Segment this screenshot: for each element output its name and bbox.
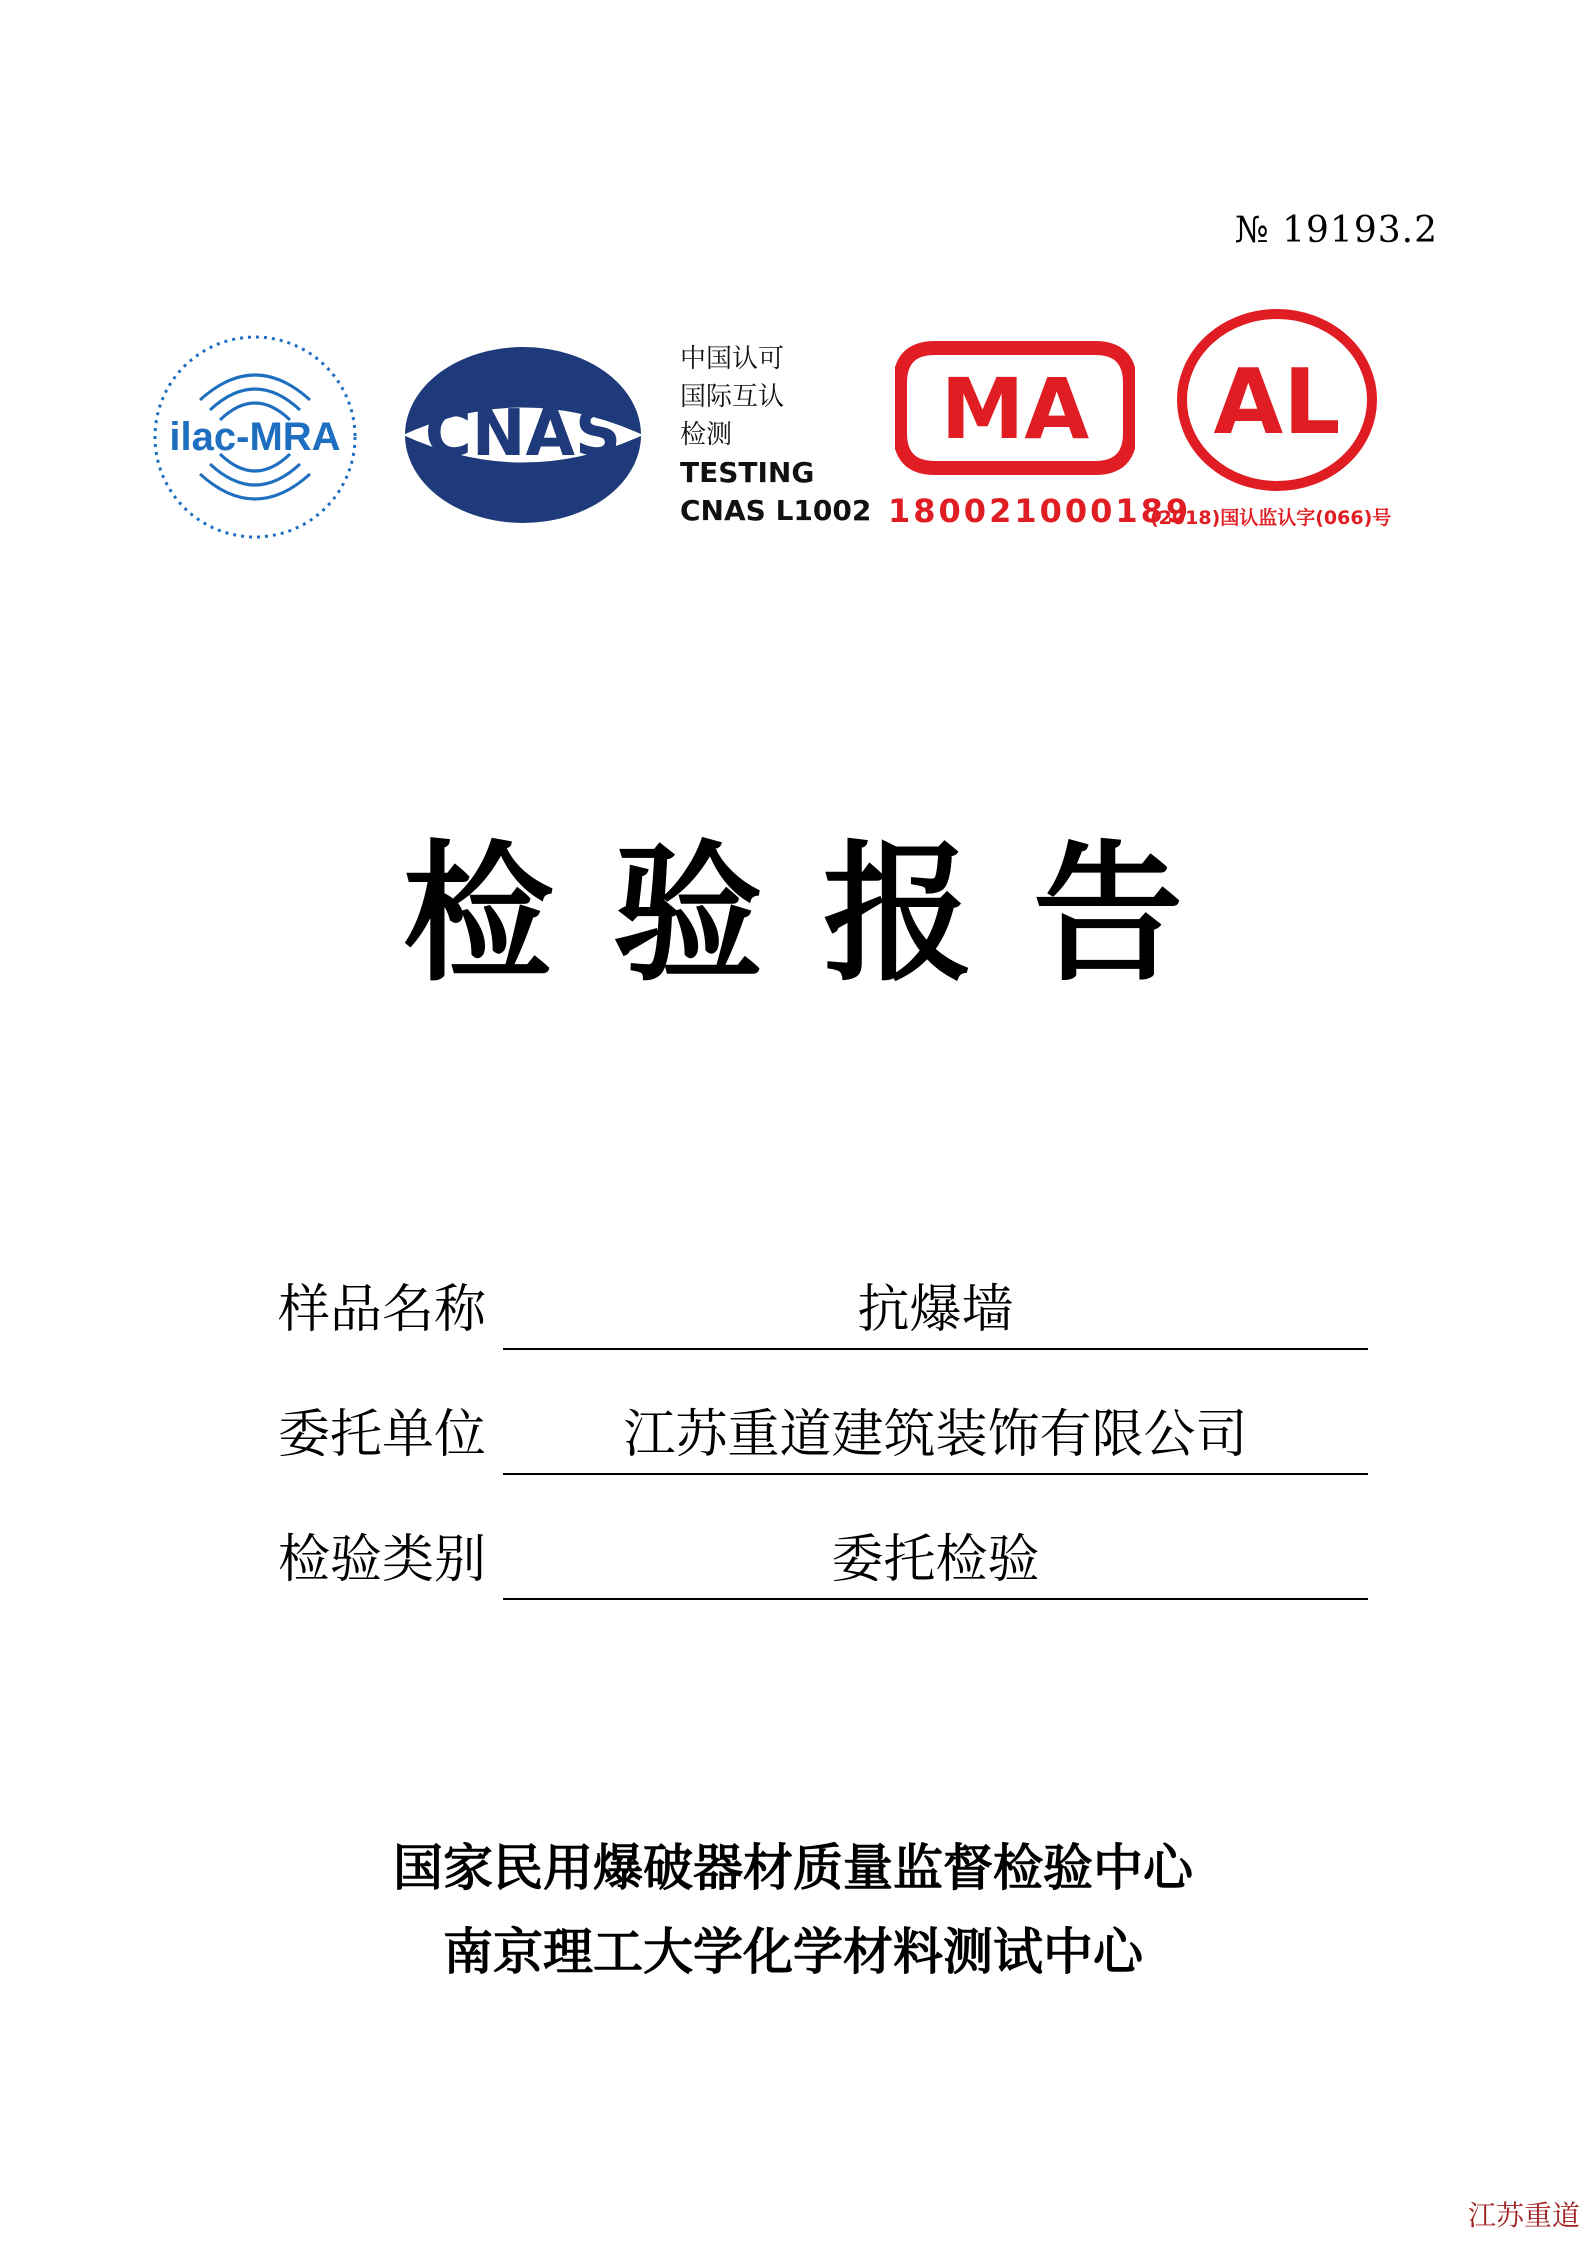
field-value: 委托检验 bbox=[831, 1530, 1040, 1590]
field-underline bbox=[503, 1473, 1368, 1475]
field-sample-name bbox=[278, 1260, 1368, 1350]
cnas-caption-line: 检测 bbox=[680, 420, 733, 450]
report-number: № 19193.2 bbox=[1234, 210, 1438, 251]
field-value: 江苏重道建筑装饰有限公司 bbox=[623, 1405, 1248, 1465]
cnas-caption-line: 中国认可 bbox=[680, 344, 785, 374]
cma-logo bbox=[895, 338, 1135, 478]
field-underline bbox=[503, 1598, 1368, 1600]
cnas-text: CNAS bbox=[424, 397, 622, 471]
cal-logo bbox=[1175, 305, 1380, 495]
field-inspection-type bbox=[278, 1510, 1368, 1600]
field-client bbox=[278, 1385, 1368, 1475]
field-label: 样品名称 bbox=[278, 1280, 487, 1340]
field-underline bbox=[503, 1348, 1368, 1350]
organization-name: 国家民用爆破器材质量监督检验中心 bbox=[393, 1839, 1193, 1897]
cnas-caption-line: CNAS L1002 bbox=[680, 494, 872, 527]
cma-certificate-number: 180021000189 bbox=[888, 492, 1192, 530]
field-label: 委托单位 bbox=[278, 1405, 487, 1465]
watermark: 江苏重道 bbox=[1467, 2199, 1580, 2232]
ilac-text: ilac-MRA bbox=[169, 415, 341, 459]
page-title: 检验报告 bbox=[402, 828, 1243, 1002]
cnas-logo bbox=[398, 340, 648, 530]
cal-text: AL bbox=[1213, 350, 1341, 455]
cal-certificate-code: (2018)国认监认字(066)号 bbox=[1150, 507, 1392, 529]
cnas-caption-line: 国际互认 bbox=[680, 382, 785, 412]
field-label: 检验类别 bbox=[278, 1530, 487, 1590]
organization-name: 南京理工大学化学材料测试中心 bbox=[443, 1923, 1143, 1981]
cnas-caption-line: TESTING bbox=[680, 456, 815, 489]
cnas-caption bbox=[680, 340, 871, 530]
cma-text: MA bbox=[940, 360, 1090, 458]
field-value: 抗爆墙 bbox=[857, 1280, 1014, 1340]
ilac-mra-logo bbox=[148, 330, 363, 545]
